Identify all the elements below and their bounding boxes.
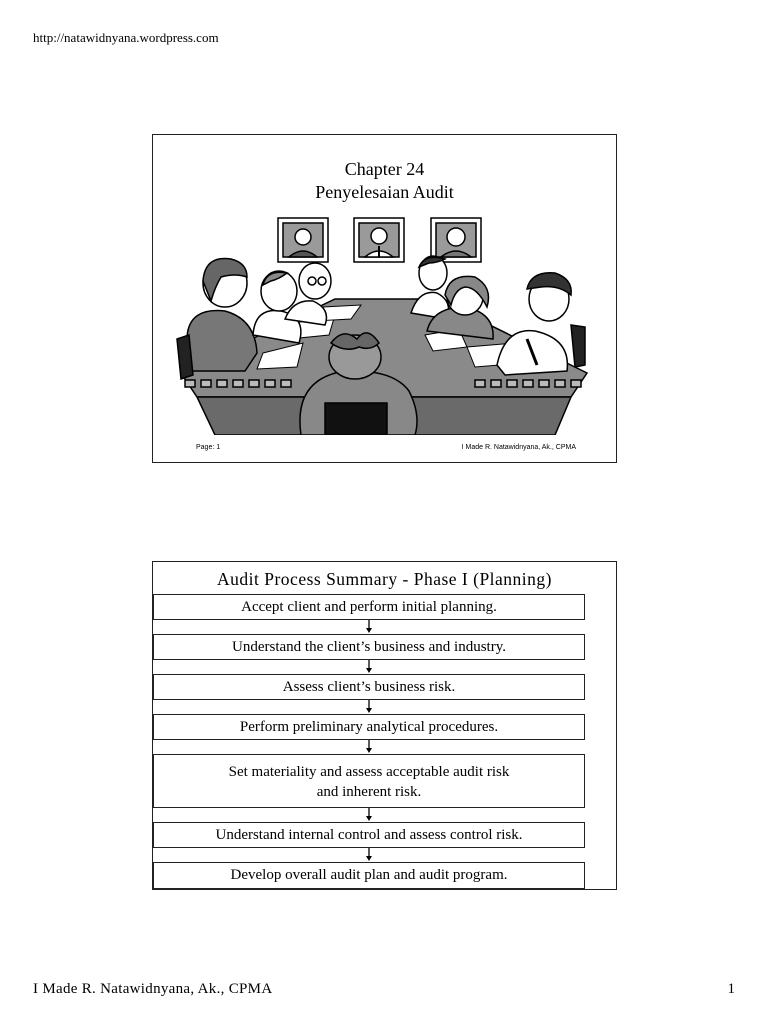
arrow-down-icon: [368, 808, 370, 818]
slide-author: I Made R. Natawidnyana, Ak., CPMA: [461, 444, 576, 451]
step-develop-audit-plan: Develop overall audit plan and audit program.: [153, 862, 585, 889]
header-url: http://natawidnyana.wordpress.com: [33, 30, 219, 45]
step-set-materiality-line1: Set materiality and assess acceptable audit risk: [228, 764, 510, 780]
person-man-right: [497, 273, 585, 375]
chapter-title: Chapter 24: [344, 159, 425, 179]
step-set-materiality: [153, 754, 585, 808]
portrait-right: [431, 218, 481, 262]
slide-page-label: Page: 1: [196, 444, 221, 451]
arrow-down-icon: [368, 620, 370, 630]
portrait-left: [278, 218, 328, 262]
process-summary-title: Audit Process Summary - Phase I (Planning): [217, 569, 552, 589]
step-internal-control: Understand internal control and assess control risk.: [153, 822, 585, 848]
person-man-standing: [411, 256, 449, 319]
arrow-down-icon: [368, 700, 370, 710]
footer-page-number: 1: [727, 981, 735, 997]
step-set-materiality-line2: and inherent risk.: [316, 784, 422, 800]
step-understand-business: Understand the client’s business and industry.: [153, 634, 585, 660]
step-assess-business-risk: Assess client’s business risk.: [153, 674, 585, 700]
slide-audit-process-summary: [152, 561, 617, 890]
step-accept-client: Accept client and perform initial planning.: [153, 594, 585, 620]
arrow-down-icon: [368, 848, 370, 858]
arrow-down-icon: [368, 740, 370, 750]
person-woman-left: [187, 258, 257, 371]
portrait-middle: [354, 218, 404, 262]
meeting-illustration: [175, 215, 595, 435]
arrow-down-icon: [368, 660, 370, 670]
slide-chapter-title: [152, 134, 617, 463]
step-analytical-procedures: Perform preliminary analytical procedures.: [153, 714, 585, 740]
footer-author: I Made R. Natawidnyana, Ak., CPMA: [33, 981, 273, 997]
chapter-subtitle: Penyelesaian Audit: [315, 182, 454, 202]
